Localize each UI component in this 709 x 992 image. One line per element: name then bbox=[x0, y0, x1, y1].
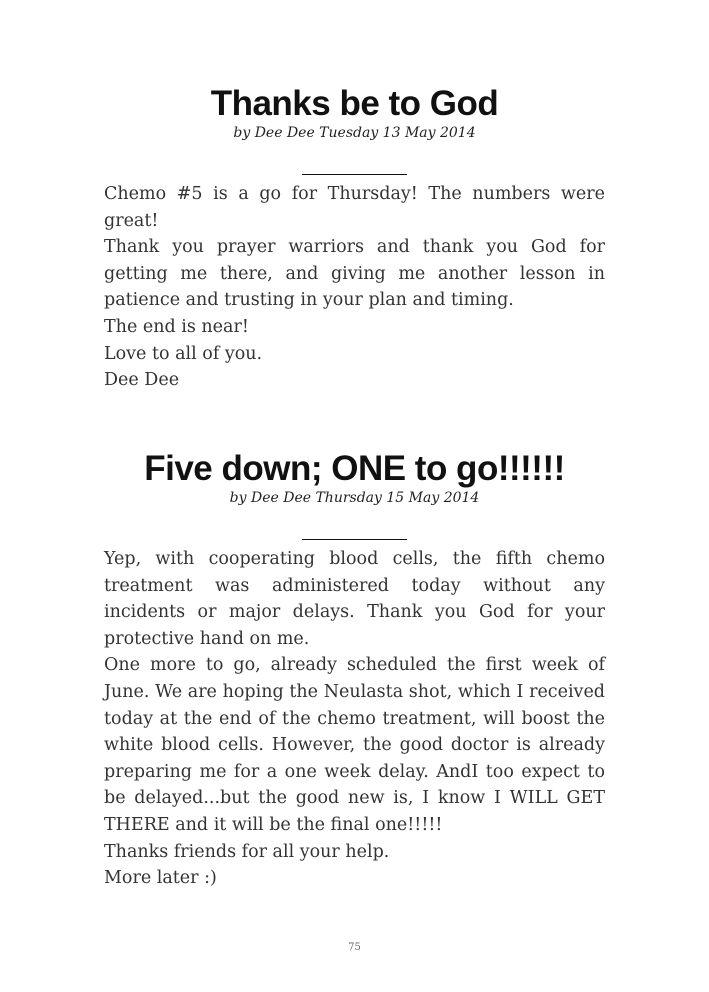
post-five-down-one-to-go bbox=[104, 449, 605, 892]
separator-line bbox=[302, 174, 407, 175]
post-paragraph: Thank you prayer warriors and thank you God for getting me there, and giving me another lesson in patience and trusting in your plan and timing. bbox=[104, 237, 605, 311]
separator-wrap bbox=[104, 507, 605, 540]
post-title: Thanks be to God bbox=[210, 84, 499, 123]
post-paragraph: Thanks friends for all your help. bbox=[104, 841, 390, 862]
page-number: 75 bbox=[348, 942, 361, 953]
post-thanks-be-to-god bbox=[104, 84, 605, 394]
post-title: Five down; ONE to go!!!!!! bbox=[144, 449, 565, 488]
post-byline: by Dee Dee Tuesday 13 May 2014 bbox=[233, 125, 476, 141]
post-body bbox=[104, 181, 605, 394]
post-paragraph: Dee Dee bbox=[104, 370, 180, 391]
post-paragraph: One more to go, already scheduled the first week of June. We are hoping the Neulasta shot, which I received today at the end of the chemo treatment, will boost the white blood cells. However, the good doctor is already preparing me for a one week delay. AndI too expect to be delayed...but the good new is, I know I WILL GET THERE and it will be the final one!!!!! bbox=[104, 655, 605, 835]
post-paragraph: Love to all of you. bbox=[104, 343, 263, 364]
post-paragraph: Yep, with cooperating blood cells, the fifth chemo treatment was administered today without any incidents or major delays. Thank you God for your protective hand on me. bbox=[104, 549, 605, 649]
post-byline: by Dee Dee Thursday 15 May 2014 bbox=[229, 490, 480, 506]
post-paragraph: The end is near! bbox=[104, 316, 249, 337]
post-paragraph: More later :) bbox=[104, 868, 217, 889]
post-body bbox=[104, 546, 605, 892]
post-paragraph: Chemo #5 is a go for Thursday! The numbers were great! bbox=[104, 184, 605, 231]
separator-line bbox=[302, 539, 407, 540]
separator-wrap bbox=[104, 142, 605, 175]
